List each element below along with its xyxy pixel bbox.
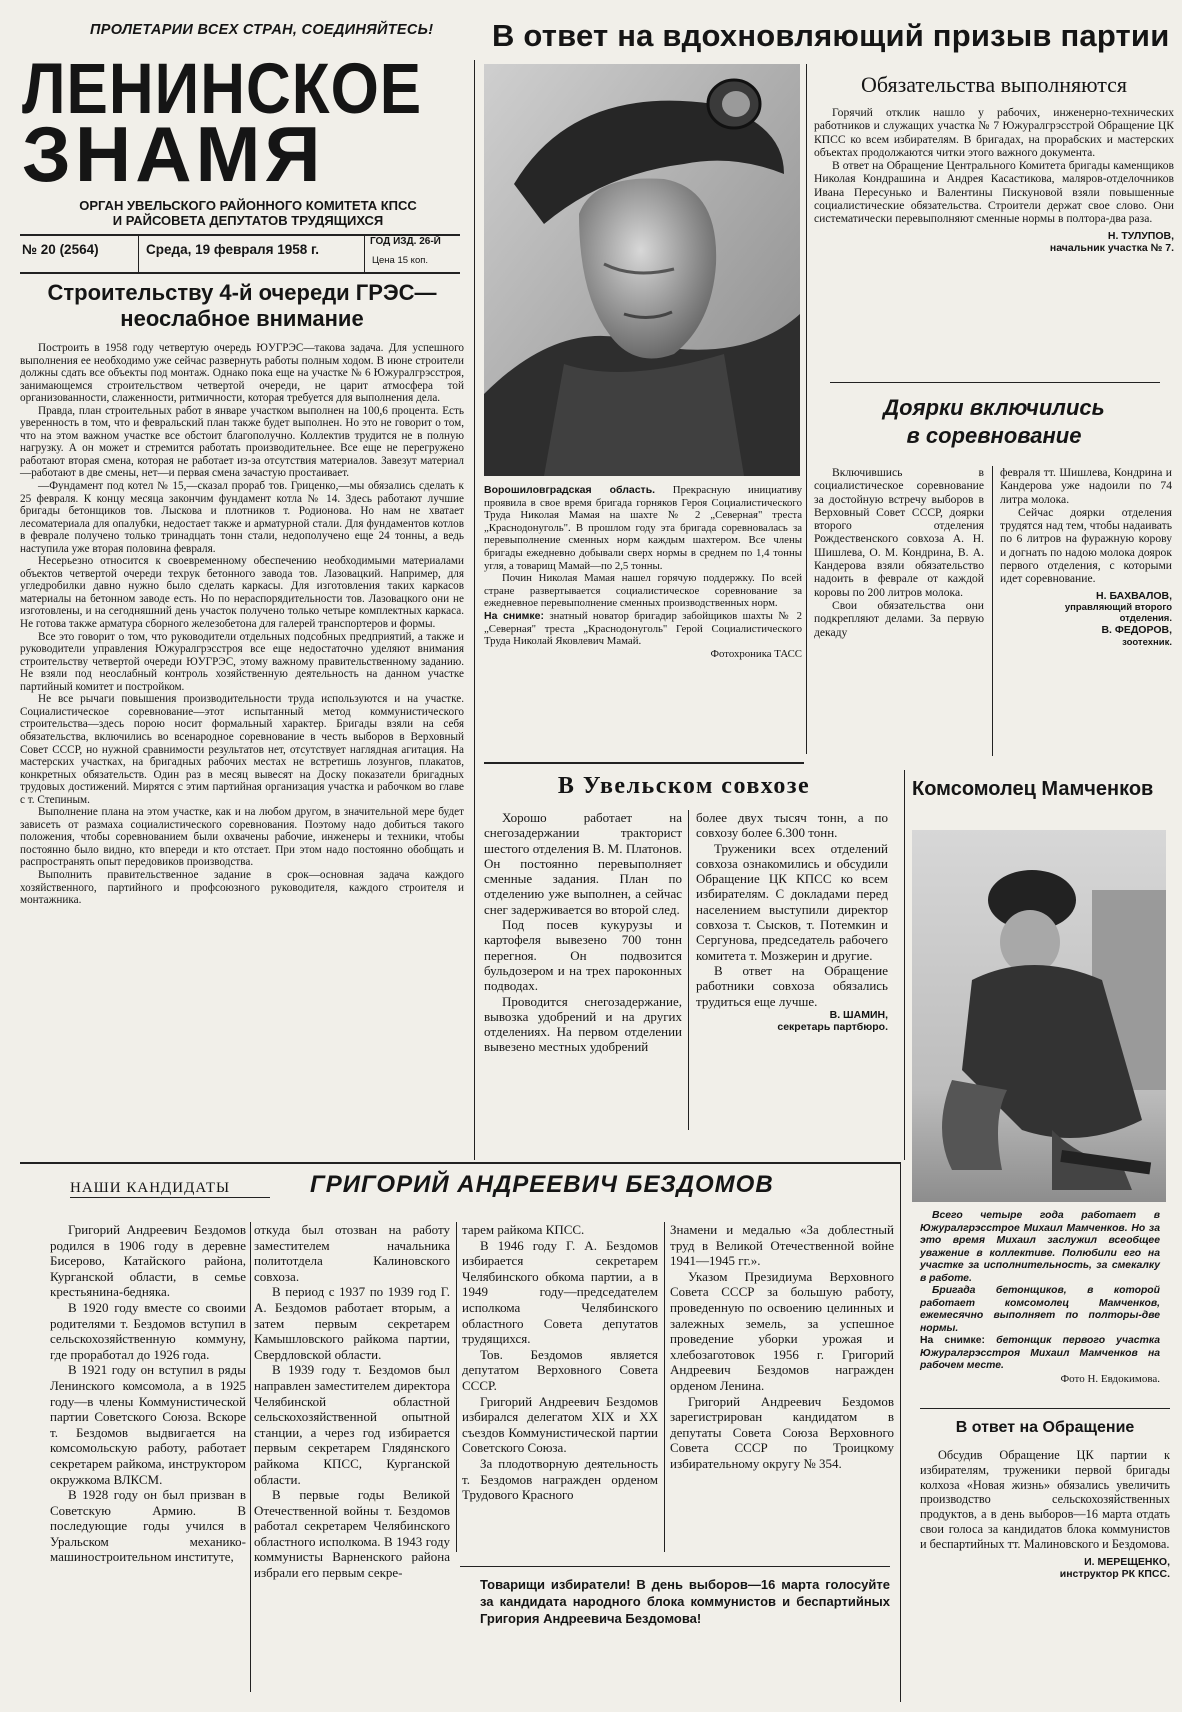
mamchenkov-photo-credit: Фото Н. Евдокимова.: [1060, 1372, 1160, 1385]
miner-portrait-image: [484, 64, 800, 476]
masthead-organ-line2: И РАЙСОВЕТА ДЕПУТАТОВ ТРУДЯЩИХСЯ: [112, 213, 384, 228]
sovkhoz-col1-para: Под посев кукурузы и картофеля вывезено 700 тонн перегноя. Он подвозится бульдозером и на трех пароконных подводах.: [484, 917, 682, 994]
candidates-label: НАШИ КАНДИДАТЫ: [70, 1180, 270, 1198]
appeal-signature-role: инструктор РК КПСС.: [1059, 1568, 1170, 1581]
miner-caption-photo-label: На снимке:: [484, 609, 545, 622]
milkmaids-sig2-role: зоотехник.: [1122, 636, 1172, 648]
mamchenkov-title: Комсомолец Мамченков: [912, 778, 1154, 800]
mamchenkov-caption-3: бетонщик первого участка Южуралгрэсстроя Михаил Мамченков на рабочем месте.: [920, 1335, 1160, 1371]
milkmaids-col2-para: Сейчас доярки отделения трудятся над тем, чтобы надаивать по 6 литров на фуражную корову и догнать по надою молока доярок первого отделения, с которыми идет соревнование.: [1000, 505, 1172, 586]
candidate-paragraph: В 1928 году он был призван в Советскую Армию. В последующие годы учился в Уральском механико-машиностроительном институте,: [50, 1487, 246, 1565]
gres-paragraph: Выполнить правительственное задание в срок—основная задача каждого хозяйственного, партийного и профсоюзного руководителя, каждого строителя и монтажника.: [20, 868, 464, 907]
sovkhoz-col1: [484, 810, 682, 1055]
milkmaids-col1-para: Включившись в социалистическое соревнование за достойную встречу выборов в Верховный Совет СССР, доярки второго отделения Рождественского совхоза А. Н. Шишлева, О. М. Кондрина, В. А. Кандерова взяли обязательство надоить в феврале от каждой коровы по 200 литров молока.: [814, 466, 984, 599]
sovkhoz-col1-para: Проводится снегозадержание, вывозка удобрений и на других отделениях. На первом отделении вывезено местных удобрений: [484, 993, 682, 1055]
sovkhoz-col2-para: В ответ на Обращение работники совхоза обязались трудиться еще лучше.: [696, 962, 888, 1009]
obligations-paragraph: Горячий отклик нашло у рабочих, инженерно-технических работников и служащих участка № 7 Южуралгрэсстрой Обращение ЦК КПСС ко всем избирателям. В бригадах, на прорабских и мастерских объектах продолжаются читки этого важного документа.: [814, 106, 1174, 159]
gres-paragraph: —Фундамент под котел № 15,—сказал прораб тов. Гриценко,—мы обязались сделать к 25 февраля. К концу месяца закончим фундамент котла № 14. Здесь работают лучшие бригады бетонщиков тов. Лыскова и плотников т. Родионова. Но нам не хватает лесоматериала для опалубки, недостает также и арматурной стали. Для фундаментов котлов в феврале получено только тринадцать тонн стали, недополучено еще 24 тонны, а ведь наступила уже вторая половина февраля.: [20, 480, 464, 555]
milkmaids-col2: [1000, 466, 1172, 648]
worker-photo-image: [912, 830, 1166, 1202]
issue-date: Среда, 19 февраля 1958 г.: [146, 242, 320, 257]
article-appeal: [920, 1418, 1170, 1581]
candidate-name: ГРИГОРИЙ АНДРЕЕВИЧ БЕЗДОМОВ: [310, 1171, 774, 1198]
candidate-paragraph: В 1946 году Г. А. Бездомов избирается секретарем Челябинского обкома партии, а в 1949 году—председателем исполкома Челябинского областного Совета депутатов трудящихся.: [462, 1237, 658, 1347]
candidate-paragraph: Григорий Андреевич Бездомов избирался делегатом XIX и XX съездов Коммунистической партии Советского Союза.: [462, 1393, 658, 1456]
milkmaids-col1-para: Свои обязательства они подкрепляют делами. За первую декаду: [814, 598, 984, 639]
banner-headline: В ответ на вдохновляющий призыв партии: [492, 18, 1170, 53]
candidate-col3: [462, 1222, 658, 1503]
miner-caption-text1: Прекрасную инициативу проявила в свое время бригада горняков Героя Социалистического Труда Николая Мамая на шахте № 2 „Северная" треста „Краснодонуголь". В прошлом году эта бригада соревновалась за перевыполнение сменных норм каждым шахтером. Все члены бригады ежедневно добывали сверх нормы в среднем по 1,4 тонны угля, а товарищ Мамай—по 2,5 тонны.: [484, 484, 802, 572]
gres-paragraph: Выполнение плана на этом участке, как и на любом другом, в значительной мере будет зависеть от размаха социалистического соревнования. Поэтому надо добиться такого положения, чтобы соревнованием были охвачены рабочие, инженеры и техники, чтобы постоянно было видно, кто впереди и кто отстает. При этом надо постоянно обобщать и распространять опыт передовиков производства.: [20, 806, 464, 869]
article-milkmaids: [814, 394, 1174, 648]
sovkhoz-col2: [696, 810, 888, 1034]
candidate-paragraph: В первые годы Великой Отечественной войны т. Бездомов работал секретарем Челябинского областного исполкома. В 1943 году коммунисты Варненского района избрали его первым секре-: [254, 1487, 450, 1581]
candidate-paragraph: В период с 1937 по 1939 год Г. А. Бездомов работает вторым, а затем первым секретарем Камышловского райкома партии, Свердловской области.: [254, 1284, 450, 1362]
sovkhoz-signature-role: секретарь партбюро.: [777, 1021, 888, 1034]
candidate-paragraph: Знамени и медалью «За доблестный труд в Великой Отечественной войне 1941—1945 гг.».: [670, 1222, 894, 1269]
milkmaids-title-line2: в соревнование: [906, 423, 1082, 448]
article-obligations: [814, 72, 1174, 255]
sovkhoz-col1-para: Хорошо работает на снегозадержании тракторист шестого отделения В. М. Платонов. Он постоянно перевыполняет сменные задания. План по отделению уже выполнен, а сейчас снег задерживается во второй след.: [484, 810, 682, 917]
gres-paragraph: Несерьезно относится к своевременному обеспечению необходимыми материалами объектов четвертой очереди техрук бетонного завода тов. Лазовацкий. Например, для угледробилки давно нужно было сделать каркасы. Для изготовления таких каркасов материалы на бетонном заводе есть. Но по нераспорядительности тов. Лазовацкого они не изготовлены, и на сегодняшний день участок получено только четыре комплектных каркаса. Не готова также арматура сборного железобетона для галерей транспортеров и формы.: [20, 555, 464, 631]
candidate-paragraph: Григорий Андреевич Бездомов зарегистрирован кандидатом в депутаты Совета Союза Верховного Совета СССР по Троицкому избирательному округу № 354.: [670, 1393, 894, 1471]
miner-caption-text2: Почин Николая Мамая нашел горячую поддержку. По всей стране развертывается социалистическое соревнование за ежедневное перевыполнение сменных производственных норм.: [484, 572, 802, 610]
candidate-paragraph: В 1921 году он вступил в ряды Ленинского комсомола, а в 1925 году—в члены Коммунистической партии Советского Союза. Вскоре т. Бездомов выдвигается на комсомольскую работу, работает секретарем райкома, инструктором окружкома ВЛКСМ.: [50, 1362, 246, 1487]
miner-caption-text3: знатный новатор бригадир забойщиков шахты № 2 „Северная" треста „Краснодонуголь" Герой Социалистического Труда Николай Яковлевич Мамай.: [484, 609, 802, 648]
article-gres-title-line1: Строительству 4-й очереди ГРЭС—: [47, 280, 437, 305]
candidate-paragraph: В 1920 году вместе со своими родителями т. Бездомов вступил в сельскохозяйственную коммуну, где проработал до 1926 года.: [50, 1299, 246, 1362]
candidate-col4: [670, 1222, 894, 1472]
miner-caption-lead: Ворошиловградская область.: [484, 484, 656, 496]
milkmaids-sig1-name: Н. БАХВАЛОВ,: [1096, 589, 1172, 602]
issue-year: ГОД ИЗД. 26-Й: [370, 236, 441, 247]
masthead-title-line2: ЗНАМЯ: [22, 110, 325, 198]
candidate-paragraph: Указом Президиума Верховного Совета СССР за большую работу, проведенную по освоению целинных и залежных земель, за успешное проведение уборки урожая и хлебозаготовок 1956 г. Григорий Андреевич Бездомов награжден орденом Ленина.: [670, 1268, 894, 1393]
masthead-slogan: ПРОЛЕТАРИИ ВСЕХ СТРАН, СОЕДИНЯЙТЕСЬ!: [90, 22, 434, 38]
masthead-organ-line1: ОРГАН УВЕЛЬСКОГО РАЙОННОГО КОМИТЕТА КПСС: [79, 198, 417, 213]
candidate-col1: [50, 1222, 246, 1565]
milkmaids-sig2-name: В. ФЕДОРОВ,: [1101, 624, 1172, 637]
gres-paragraph: Построить в 1958 году четвертую очередь ЮУГРЭС—такова задача. Для успешного выполнения ее необходимо уже сейчас развернуть работы полным ходом. В июне строители должны сдать все объекты под монтаж. Однако пока еще на участке № 6 Южуралгрэсстроя, занимающемся строительством четвертой очереди, не царит атмосфера той организованности, слаженности, ритмичности, которая требуется для выполнения дела.: [20, 342, 464, 405]
masthead-title-line1: ЛЕНИНСКОЕ: [22, 49, 423, 130]
mamchenkov-caption: [920, 1210, 1160, 1385]
candidate-paragraph: откуда был отозван на работу заместителем начальника политотдела Калиновского совхоза.: [254, 1222, 450, 1284]
mamchenkov-caption-label: На снимке:: [920, 1335, 985, 1346]
mamchenkov-caption-2: Бригада бетонщиков, в которой работает комсомолец Мамченков, ежемесячно выполняет по полторы-две нормы.: [920, 1285, 1160, 1334]
candidate-col2: [254, 1222, 450, 1581]
article-gres-title-line2: неослабное внимание: [120, 306, 364, 331]
milkmaids-title-line1: Доярки включились: [883, 395, 1105, 420]
article-obligations-body: [814, 106, 1174, 226]
candidate-vote-appeal: Товарищи избиратели! В день выборов—16 марта голосуйте за кандидата народного блока коммунистов и беспартийных Григория Андреевича Бездомова!: [480, 1577, 890, 1626]
miner-photo: [484, 64, 800, 476]
miner-photo-caption: [484, 484, 802, 660]
miner-caption-credit: Фотохроника ТАСС: [710, 647, 802, 660]
gres-paragraph: Не все рычаги повышения производительности труда используются и на участке. Социалистическое соревнование—этот испытанный метод коммунистического строительства—здесь порою носит формальный характер. Бригады взяли на себя обязательства, включились во всенародное соревнование в честь выборов в Верховный Совет СССР, но нужной сравнимости результатов нет, отсутствует наглядная агитация. На мастерских участках, на бригадных рабочих местах не встретишь лозунгов, плакатов, конкретных обязательств. Один раз в месяц вывесят на Доску показатели бригадных трудовых достижений. Мирятся с этим партийная организация участка и рабочком во главе с т. Степиным.: [20, 693, 464, 806]
gres-paragraph: Все это говорит о том, что руководители отдельных подсобных предприятий, а также и руководители управления Южуралгрэсстроя все еще недостаточно уделяют внимания строительству четвертой очереди ЮУГРЭС, этому важному правительственному заданию. Не взяли под неослабный контроль хозяйственную деятельность на данном участке партийный комитет и постройком.: [20, 630, 464, 693]
milkmaids-col2-para: февраля тт. Шишлева, Кондрина и Кандерова уже надоили по 74 литра молока.: [1000, 466, 1172, 506]
sovkhoz-signature-name: В. ШАМИН,: [829, 1008, 888, 1021]
article-obligations-title: Обязательства выполняются: [860, 72, 1128, 97]
appeal-signature-name: И. МЕРЕЩЕНКО,: [1084, 1555, 1170, 1568]
candidate-paragraph: За плодотворную деятельность т. Бездомов награжден орденом Трудового Красного: [462, 1455, 658, 1503]
obligations-paragraph: В ответ на Обращение Центрального Комитета бригады каменщиков Николая Кондрашина и Андрея Касастикова, маляров-отделочников Ивана Пересунько и Валентины Пискуновой взяли повышенные социалистические обязательства. Строители держат свое слово. Они систематически перевыполняют сменные нормы в полтора-два раза.: [814, 159, 1174, 226]
obligations-signature-name: Н. ТУЛУПОВ,: [1107, 229, 1174, 242]
mamchenkov-photo: [912, 830, 1166, 1202]
sovkhoz-col2-para: более двух тысяч тонн, а по совхозу более 6.300 тонн.: [696, 810, 888, 841]
article-gres-body: [20, 342, 464, 907]
sovkhoz-col2-para: Труженики всех отделений совхоза ознакомились и обсудили Обращение ЦК КПСС ко всем избирателям. С докладами перед населением выступили директор совхоза т. Сысков, т. Потемкин и Сергунова, председатель рабочего комитета т. Мозжерин и другие.: [696, 840, 888, 963]
sovkhoz-title: В Увельском совхозе: [557, 773, 811, 799]
milkmaids-col1: [814, 466, 984, 639]
milkmaids-sig1-role-1: управляющий второго: [1064, 602, 1172, 614]
mamchenkov-caption-1: Всего четыре года работает в Южуралгрэсстрое Михаил Мамченков. Но за это время Михаил заслужил всеобщее уважение в коллективе. Полюбили его на участке за исполнительность, за смекалку в работе.: [920, 1210, 1160, 1284]
issue-price: Цена 15 коп.: [372, 255, 429, 266]
candidate-paragraph: Тов. Бездомов является депутатом Верховного Совета СССР.: [462, 1346, 658, 1393]
article-sovkhoz: [484, 772, 904, 1055]
milkmaids-sig1-role-2: отделения.: [1119, 613, 1172, 625]
obligations-signature-role: начальник участка № 7.: [1049, 242, 1174, 255]
issue-number: № 20 (2564): [22, 242, 99, 257]
candidate-paragraph: тарем райкома КПСС.: [462, 1222, 585, 1237]
appeal-title: В ответ на Обращение: [955, 1419, 1135, 1436]
masthead: [20, 14, 460, 276]
appeal-text: Обсудив Обращение ЦК партии к избирателям, труженики первой бригады колхоза «Новая жизнь» обязались увеличить производство сельскохозяйственных продуктов, а в день выборов—16 марта отдать свои голоса за кандидатов блока коммунистов и беспартийных тт. Малиновского и Бездомова.: [920, 1448, 1170, 1551]
article-gres: [20, 280, 464, 907]
candidate-paragraph: Григорий Андреевич Бездомов родился в 1906 году в деревне Бисерово, Катайского района, Курганской области, в семье крестьянина-бедняка.: [50, 1222, 246, 1300]
gres-paragraph: Правда, план строительных работ в январе участком выполнен на 100,6 процента. Есть уверенность в том, что и февральский план также будет выполнен. Но это не говорит о том, что на этом важном участке все обстоит благополучно. Коллектив трудится не в полную нагрузку. А он может и стремится работать производительнее. Все еще не перегружено работают вторая смена, которая не работает из-за отсутствия материалов. Завезут материал—работают в две смены, нет—и первая смена зачастую простаивает.: [20, 404, 464, 480]
candidate-paragraph: В 1939 году т. Бездомов был направлен заместителем директора Челябинской областной сельскохозяйственной опытной станции, а через год избирается первым секретарем Глядянского райкома КПСС, Курганской области.: [254, 1362, 450, 1487]
